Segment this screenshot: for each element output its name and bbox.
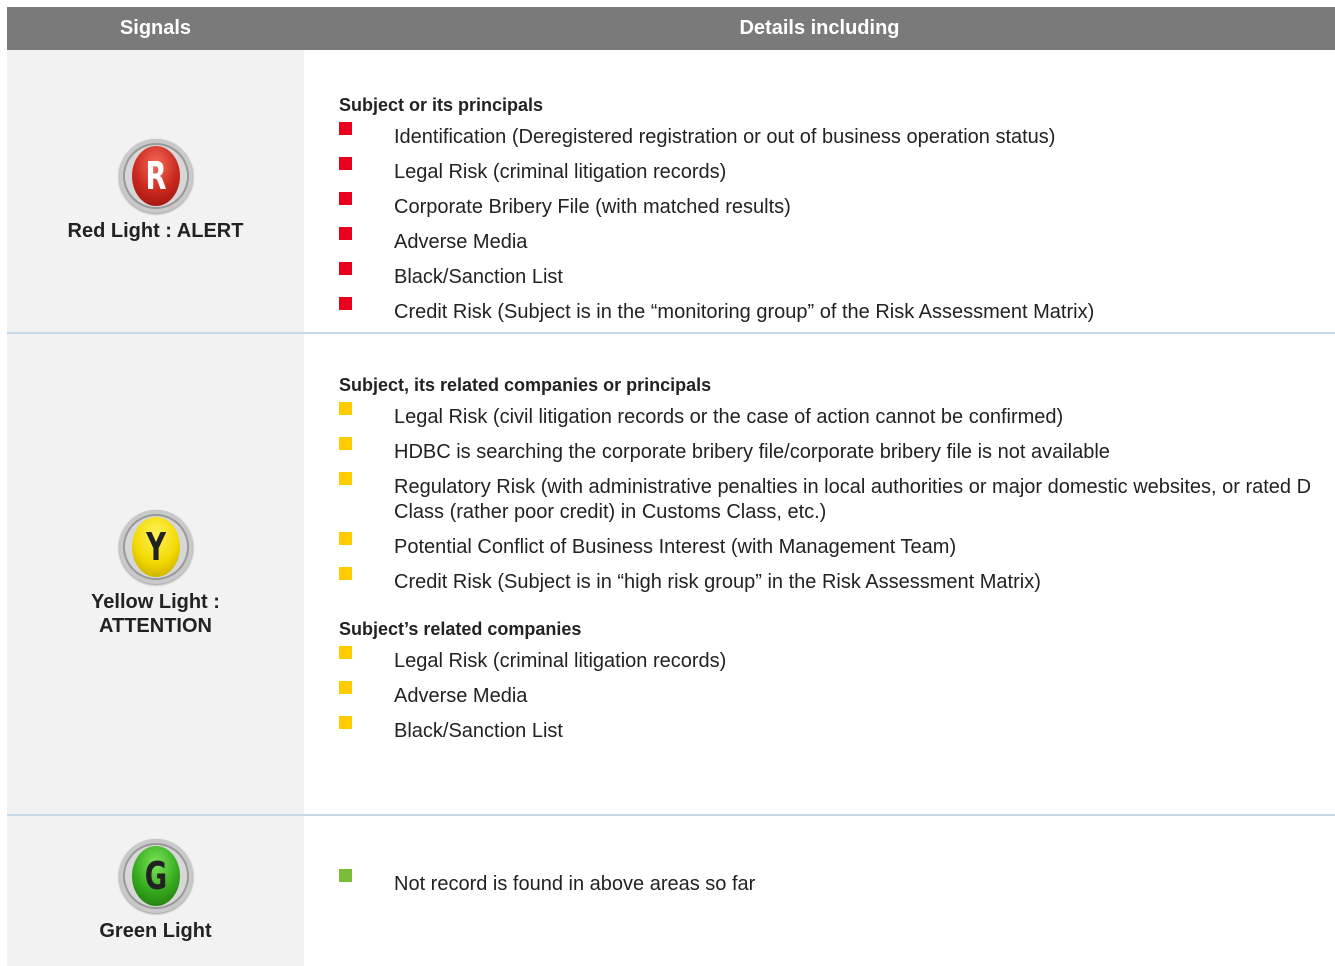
header-details: Details including — [739, 17, 900, 39]
yellow-square-icon — [339, 472, 352, 485]
green-light-label: Green Light — [99, 920, 212, 942]
red-square-icon — [339, 157, 352, 170]
list-item: Black/Sanction List — [339, 260, 1335, 295]
table-header — [7, 7, 1335, 50]
green-square-icon — [339, 869, 352, 882]
list-item: Not record is found in above areas so far — [339, 867, 755, 902]
red-square-icon — [339, 262, 352, 275]
yellow-square-icon — [339, 437, 352, 450]
yellow-light-letter: Y — [132, 517, 180, 577]
list-item: Corporate Bribery File (with matched results) — [339, 190, 1335, 225]
yellow-light-label-line2: ATTENTION — [99, 615, 212, 637]
list-item: Adverse Media — [339, 679, 1335, 714]
signal-cell-red — [7, 50, 304, 332]
list-item: Potential Conflict of Business Interest (with Management Team) — [339, 530, 1335, 565]
yellow-square-icon — [339, 716, 352, 729]
list-item: HDBC is searching the corporate bribery file/corporate bribery file is not available — [339, 435, 1335, 470]
yellow-square-icon — [339, 646, 352, 659]
signals-table — [7, 7, 1335, 966]
group-title: Subject’s related companies — [339, 619, 582, 639]
row-red-light — [7, 50, 1335, 334]
item-list — [339, 120, 1335, 330]
details-cell-red — [304, 50, 1335, 332]
red-square-icon — [339, 122, 352, 135]
list-item: Legal Risk (criminal litigation records) — [339, 155, 1335, 190]
list-item: Black/Sanction List — [339, 714, 1335, 749]
list-item: Legal Risk (criminal litigation records) — [339, 644, 1335, 679]
signal-cell-green — [7, 816, 304, 966]
red-square-icon — [339, 227, 352, 240]
details-cell-green — [304, 816, 1335, 966]
yellow-square-icon — [339, 532, 352, 545]
green-light-icon — [119, 839, 193, 913]
item-list — [339, 644, 1335, 749]
red-light-icon — [119, 139, 193, 213]
yellow-square-icon — [339, 681, 352, 694]
green-light-letter: G — [132, 846, 180, 906]
list-item: Identification (Deregistered registration or out of business operation status) — [339, 120, 1335, 155]
yellow-light-icon — [119, 510, 193, 584]
yellow-light-label — [91, 590, 220, 638]
yellow-light-label-line1: Yellow Light : — [91, 591, 220, 613]
item-list — [339, 400, 1335, 600]
yellow-square-icon — [339, 567, 352, 580]
red-square-icon — [339, 192, 352, 205]
group-title: Subject, its related companies or principals — [339, 375, 712, 395]
group-title: Subject or its principals — [339, 95, 544, 115]
list-item: Credit Risk (Subject is in the “monitoring group” of the Risk Assessment Matrix) — [339, 295, 1335, 330]
yellow-square-icon — [339, 402, 352, 415]
list-item: Regulatory Risk (with administrative penalties in local authorities or major domestic websites, or rated D Class (rather poor credit) in Customs Class, etc.) — [339, 470, 1335, 530]
red-light-letter: R — [132, 146, 180, 206]
red-light-label: Red Light : ALERT — [67, 220, 244, 242]
row-yellow-light — [7, 334, 1335, 816]
item-list — [339, 867, 755, 902]
signal-cell-yellow — [7, 334, 304, 814]
list-item: Adverse Media — [339, 225, 1335, 260]
details-cell-yellow — [304, 334, 1335, 814]
red-square-icon — [339, 297, 352, 310]
header-signals: Signals — [119, 17, 192, 39]
list-item: Credit Risk (Subject is in “high risk group” in the Risk Assessment Matrix) — [339, 565, 1335, 600]
list-item: Legal Risk (civil litigation records or the case of action cannot be confirmed) — [339, 400, 1335, 435]
row-green-light — [7, 816, 1335, 966]
